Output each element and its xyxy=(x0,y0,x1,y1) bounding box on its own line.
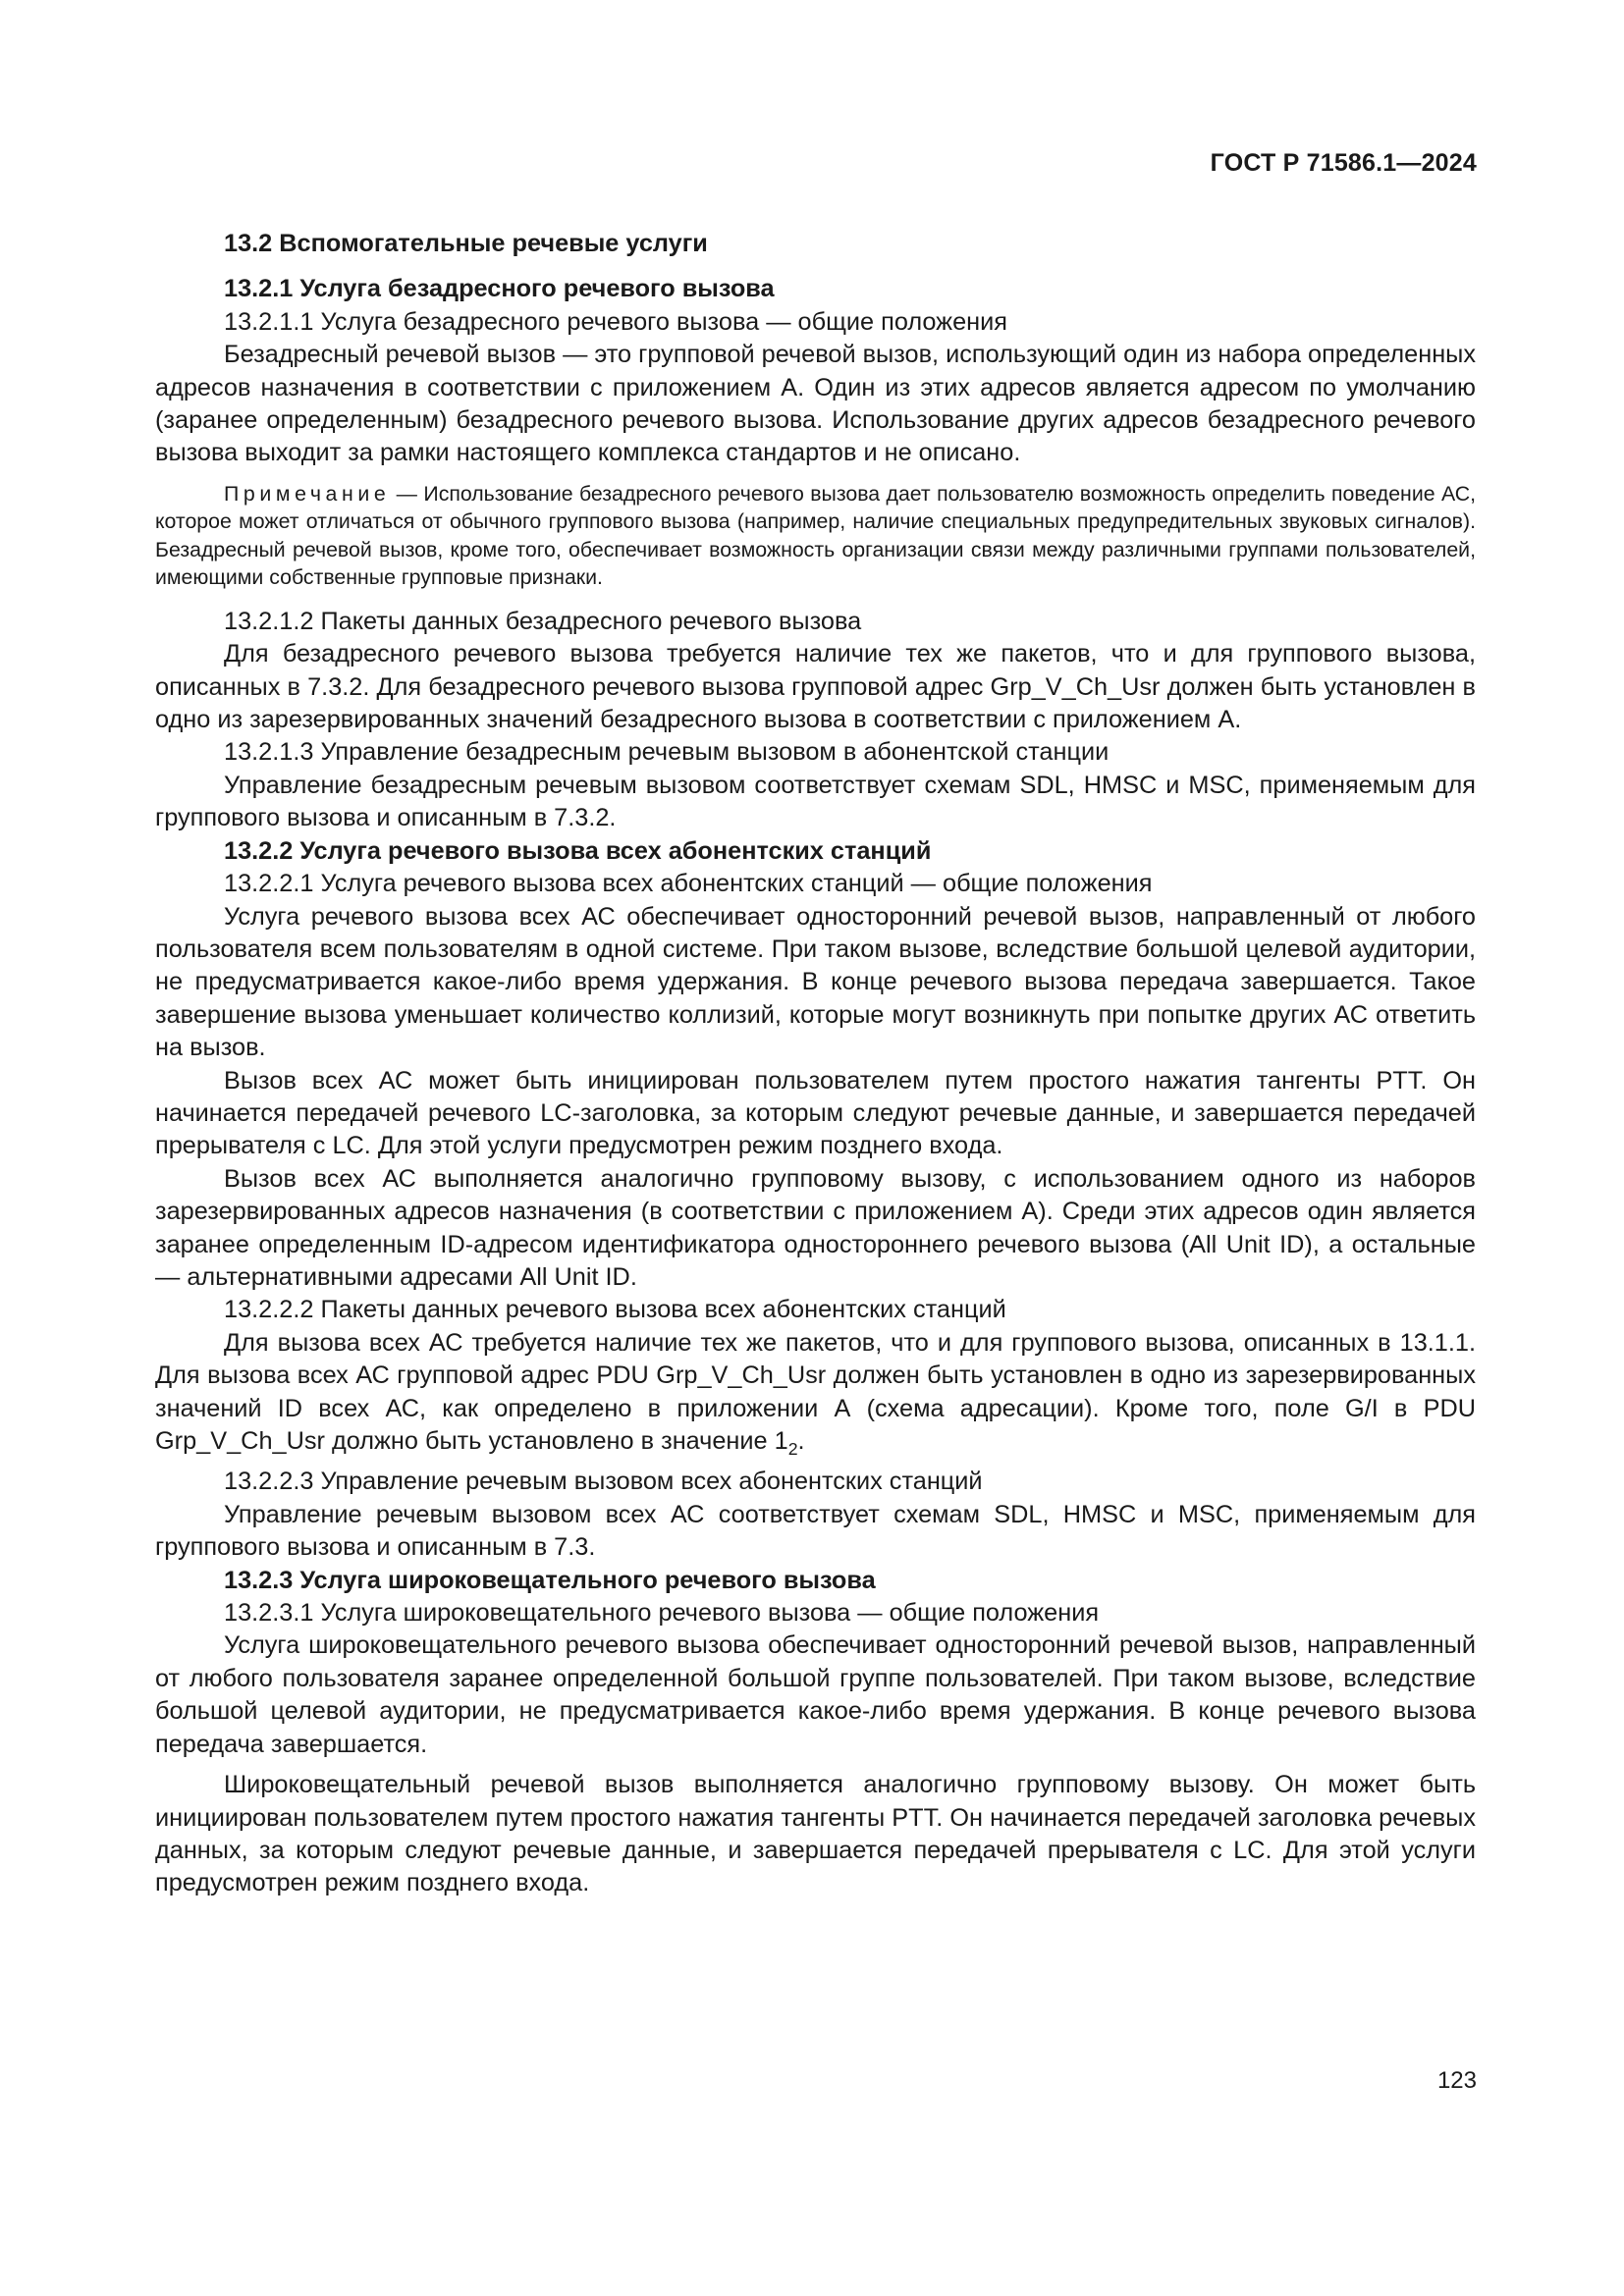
section-title-13-2-1-2: 13.2.1.2 Пакеты данных безадресного речевого вызова xyxy=(224,607,862,635)
section-title-13-2: 13.2 Вспомогательные речевые услуги xyxy=(224,230,708,257)
document-code: ГОСТ Р 71586.1—2024 xyxy=(1210,149,1477,177)
section-title-13-2-2-2: 13.2.2.2 Пакеты данных речевого вызова всех абонентских станций xyxy=(224,1296,1006,1324)
paragraph: Вызов всех АС выполняется аналогично групповому вызову, с использованием одного из наборов зарезервированных адресов назначения (в соответствии с приложением А). Среди этих адресов один является заранее определенным ID-адресом идентификатора одностороннего речевого вызова (All Unit ID), а остальные — альтернативными адресами All Unit ID. xyxy=(155,1164,1476,1291)
section-title-13-2-1-3: 13.2.1.3 Управление безадресным речевым вызовом в абонентской станции xyxy=(224,738,1110,767)
section-title-13-2-2-1: 13.2.2.1 Услуга речевого вызова всех абонентских станций — общие положения xyxy=(224,870,1153,898)
paragraph: Управление речевым вызовом всех АС соответствует схемам SDL, HMSC и MSC, применяемым для группового вызова и описанным в 7.3. xyxy=(155,1500,1476,1562)
section-title-13-2-3: 13.2.3 Услуга широковещательного речевого вызова xyxy=(224,1566,876,1594)
note-text: — Использование безадресного речевого вызова дает пользователю возможность определить поведение АС, которое может отличаться от обычного группового вызова (например, наличие специальных предупредительных звуковых сигналов). Безадресный речевой вызов, кроме того, обеспечивает возможность организации связи между различными группами пользователей, имеющими собственные групповые признаки. xyxy=(155,481,1476,590)
paragraph: Широковещательный речевой вызов выполняется аналогично групповому вызову. Он может быть инициирован пользователем путем простого нажатия тангенты PTT. Он начинается передачей заголовка речевых данных, за которым следуют речевые данные, и завершается передачей прерывателя с LC. Для этой услуги предусмотрен режим позднего входа. xyxy=(155,1771,1476,1897)
note-label: Примечание xyxy=(224,481,391,506)
paragraph: Услуга речевого вызова всех АС обеспечивает односторонний речевой вызов, направленный от любого пользователя всем пользователям в одной системе. При таком вызове, вследствие большой целевой аудитории, не предусматривается какое-либо время удержания. В конце речевого вызова передача завершается. Такое завершение вызова уменьшает количество коллизий, которые могут возникнуть при попытке других АС ответить на вызов. xyxy=(155,902,1476,1062)
section-title-13-2-1: 13.2.1 Услуга безадресного речевого вызова xyxy=(224,275,775,303)
section-title-13-2-2-3: 13.2.2.3 Управление речевым вызовом всех абонентских станций xyxy=(224,1468,983,1496)
subscript: 2 xyxy=(787,1439,798,1460)
note xyxy=(155,480,1476,592)
page-number: 123 xyxy=(1436,2067,1477,2094)
paragraph: Для безадресного речевого вызова требуется наличие тех же пакетов, что и для группового вызова, описанных в 7.3.2. Для безадресного речевого вызова групповой адрес Grp_V_Ch_Usr должен быть установлен в одно из зарезервированных значений безадресного вызова в соответствии с приложением А. xyxy=(155,640,1476,734)
section-title-13-2-1-1: 13.2.1.1 Услуга безадресного речевого вызова — общие положения xyxy=(224,307,1007,336)
section-title-13-2-2: 13.2.2 Услуга речевого вызова всех абонентских станций xyxy=(224,836,932,865)
page-body xyxy=(155,228,1476,1900)
paragraph: Услуга широковещательного речевого вызова обеспечивает односторонний речевой вызов, направленный от любого пользователя заранее определенной большой группе пользователей. При таком вызове, вследствие большой целевой аудитории, не предусматривается какое-либо время удержания. В конце речевого вызова передача завершается. xyxy=(155,1631,1476,1758)
paragraph: Вызов всех АС может быть инициирован пользователем путем простого нажатия тангенты PTT. Он начинается передачей речевого LC-заголовка, за которым следуют речевые данные, и завершается передачей прерывателя с LC. Для этой услуги предусмотрен режим позднего входа. xyxy=(155,1066,1476,1160)
paragraph: Безадресный речевой вызов — это групповой речевой вызов, использующий один из набора определенных адресов назначения в соответствии с приложением А. Один из этих адресов является адресом по умолчанию (заранее определенным) безадресного речевого вызова. Использование других адресов безадресного речевого вызова выходит за рамки настоящего комплекса стандартов и не описано. xyxy=(155,341,1476,467)
section-title-13-2-3-1: 13.2.3.1 Услуга широковещательного речевого вызова — общие положения xyxy=(224,1599,1100,1628)
paragraph-text: Для вызова всех АС требуется наличие тех же пакетов, что и для группового вызова, описанных в 13.1.1. Для вызова всех АС групповой адрес PDU Grp_V_Ch_Usr должен быть установлен в одно из зарезервированных значений ID всех АС, как определено в приложении А (схема адресации). Кроме того, поле G/I в PDU Grp_V_Ch_Usr должно быть установлено в значение 1 xyxy=(155,1328,1476,1455)
paragraph-end: . xyxy=(797,1427,805,1455)
paragraph xyxy=(155,1327,1476,1467)
paragraph: Управление безадресным речевым вызовом соответствует схемам SDL, HMSC и MSC, применяемым для группового вызова и описанным в 7.3.2. xyxy=(155,771,1476,832)
